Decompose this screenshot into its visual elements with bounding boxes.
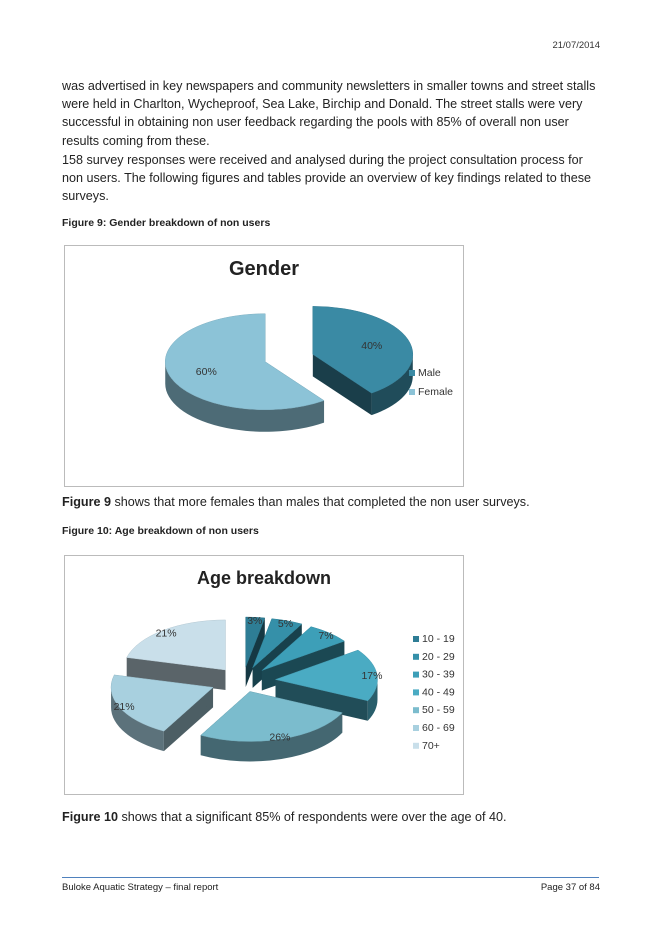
data-label-50-59: 26% (269, 731, 291, 744)
legend-swatch-70 (413, 743, 419, 749)
figure-9-desc-bold: Figure 9 (62, 495, 111, 509)
data-label-40-49: 17% (361, 670, 383, 683)
legend-label-male: Male (418, 367, 441, 379)
data-label-male: 40% (361, 340, 383, 353)
legend-label-10-19: 10 - 19 (422, 633, 455, 645)
gender-chart (64, 245, 464, 487)
data-label-30-39: 7% (318, 629, 334, 642)
footer-report-title: Buloke Aquatic Strategy – final report (62, 882, 219, 893)
figure-9-caption: Figure 9: Gender breakdown of non users (62, 217, 271, 229)
data-label-female: 60% (195, 365, 217, 378)
chart-title: Gender (228, 258, 300, 280)
legend-label-50-59: 50 - 59 (422, 704, 455, 717)
data-label-20-29: 5% (277, 618, 294, 631)
body-paragraph-2: 158 survey responses were received and analysed during the project consultation process for non users. The following figures and tables provide an overview of key findings related to these surveys. (62, 153, 592, 204)
data-label-10-19: 3% (247, 614, 263, 627)
body-paragraph-1: was advertised in key newspapers and community newsletters in smaller towns and street stalls were held in Charlton, Wycheproof, Sea Lake, Birchip and Donald. The street stalls were very successful in obtaining non user feedback regarding the pools with 85% of overall non user results coming from these. (62, 79, 596, 148)
pie-slice-female (165, 314, 324, 432)
figure-10-caption: Figure 10: Age breakdown of non users (62, 525, 259, 537)
legend-swatch-60-69 (413, 725, 419, 731)
figure-9-description (62, 495, 530, 509)
legend-swatch-30-39 (413, 672, 419, 678)
legend-label-60-69: 60 - 69 (422, 722, 455, 734)
legend-label-female: Female (418, 386, 454, 398)
footer-divider (62, 877, 599, 878)
legend-label-40-49: 40 - 49 (422, 686, 455, 699)
legend-label-70: 70+ (422, 739, 440, 752)
footer-page-number: Page 37 of 84 (540, 882, 600, 893)
pie-slice-male (313, 306, 413, 415)
data-label-70: 21% (155, 627, 177, 640)
figure-9-desc-text: shows that more females than males that completed the non user surveys. (111, 495, 530, 509)
legend-swatch-female (409, 389, 415, 395)
legend-swatch-50-59 (413, 707, 419, 713)
legend-label-20-29: 20 - 29 (422, 650, 455, 663)
age-chart-svg (65, 556, 463, 794)
header-date: 21/07/2014 (552, 40, 600, 51)
age-chart (64, 555, 464, 795)
legend-label-30-39: 30 - 39 (422, 668, 455, 681)
figure-10-desc-text: shows that a significant 85% of respondents were over the age of 40. (118, 810, 507, 824)
legend-swatch-20-29 (413, 654, 419, 660)
legend-swatch-40-49 (413, 689, 419, 695)
chart-title: Age breakdown (196, 568, 332, 588)
figure-10-description (62, 810, 507, 824)
legend-swatch-male (409, 370, 415, 376)
gender-chart-svg (65, 246, 463, 486)
data-label-60-69: 21% (113, 701, 135, 714)
legend-swatch-10-19 (413, 636, 419, 642)
figure-10-desc-bold: Figure 10 (62, 810, 118, 824)
